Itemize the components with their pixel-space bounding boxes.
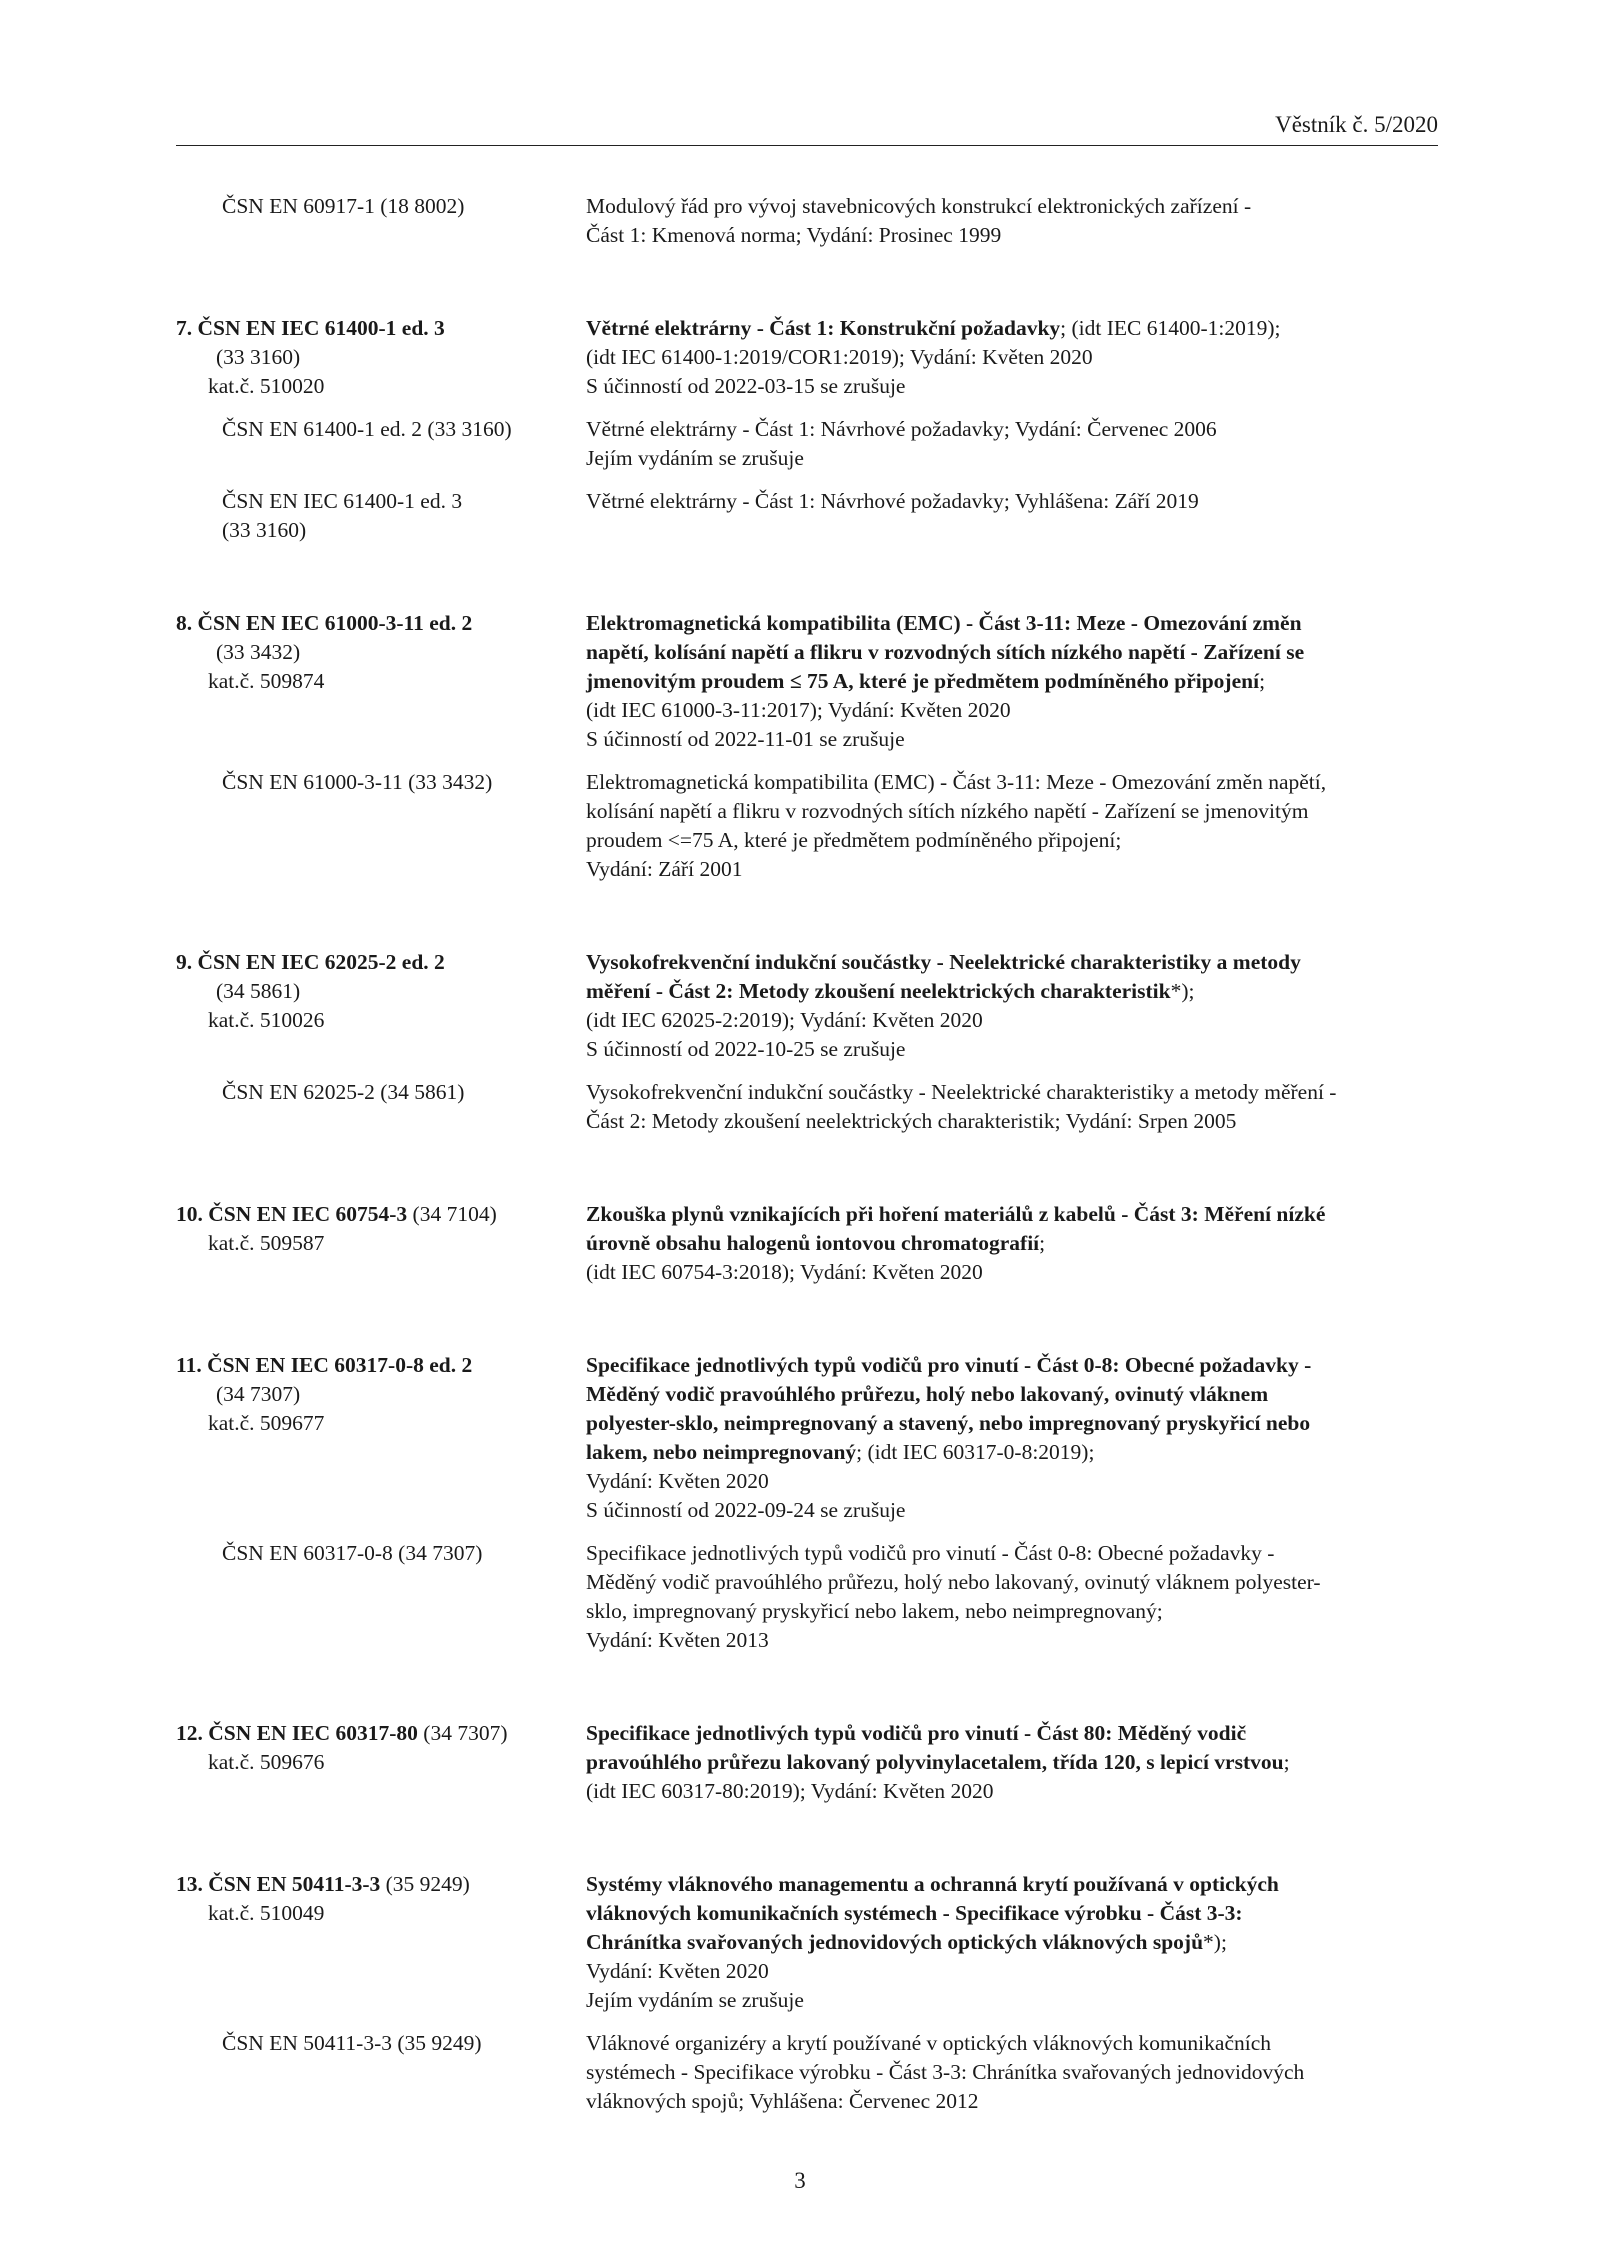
standard-description-line: [586, 1899, 1438, 1928]
standard-description-line: [586, 948, 1438, 977]
replaced-description-line: Jejím vydáním se zrušuje: [586, 446, 804, 470]
standard-detail-text: (idt IEC 60754-3:2018); Vydání: Květen 2020: [586, 1260, 983, 1284]
standard-detail-text: ;: [1259, 669, 1266, 693]
standard-title-bold: Chránítka svařovaných jednovidových optických vláknových spojů: [586, 1930, 1204, 1954]
standard-heading: [176, 1870, 586, 1899]
replaced-description-line: Specifikace jednotlivých typů vodičů pro vinutí - Část 0-8: Obecné požadavky -: [586, 1541, 1275, 1565]
standard-heading: [176, 314, 586, 343]
catalog-number: kat.č. 510049: [208, 1901, 325, 1925]
replaced-standard: [176, 768, 1438, 884]
standard-description-line: [586, 977, 1438, 1006]
standard-entry: [176, 1200, 1438, 1287]
standard-entry: [176, 1870, 1438, 2015]
replaced-standard-code: ČSN EN 50411-3-3 (35 9249): [222, 2031, 482, 2055]
standard-detail-text: *);: [1170, 979, 1195, 1003]
standard-title-bold: Zkouška plynů vznikajících při hoření materiálů z kabelů - Část 3: Měření nízké: [586, 1202, 1326, 1226]
standard-entry: [176, 948, 1438, 1064]
standard-entry: [176, 1351, 1438, 1525]
replaced-standard: [176, 415, 1438, 473]
replaced-standard: [176, 1078, 1438, 1136]
standard-title-bold: Vysokofrekvenční indukční součástky - Neelektrické charakteristiky a metody: [586, 950, 1301, 974]
replaced-standard-code: ČSN EN IEC 61400-1 ed. 3: [222, 489, 463, 513]
replaced-description-line: vláknových spojů; Vyhlášena: Červenec 2012: [586, 2089, 979, 2113]
standard-title-bold: Systémy vláknového managementu a ochranná krytí používaná v optických: [586, 1872, 1279, 1896]
replaced-standard: [176, 1539, 1438, 1655]
standard-title-bold: pravoúhlého průřezu lakovaný polyvinylacetalem, třída 120, s lepicí vrstvou: [586, 1750, 1284, 1774]
standard-detail-text: *);: [1203, 1930, 1227, 1954]
replaced-standard-code: ČSN EN 60317-0-8 (34 7307): [222, 1541, 483, 1565]
replaced-standard: [176, 487, 1438, 545]
classification-code: (34 7104): [407, 1202, 497, 1226]
standard-title-bold: Elektromagnetická kompatibilita (EMC) - Část 3-11: Meze - Omezování změn: [586, 611, 1302, 635]
replaced-description-line: Část 2: Metody zkoušení neelektrických charakteristik; Vydání: Srpen 2005: [586, 1109, 1237, 1133]
replaced-description-line: Elektromagnetická kompatibilita (EMC) - Část 3-11: Meze - Omezování změn napětí,: [586, 770, 1327, 794]
replaced-description-line: Vydání: Září 2001: [586, 857, 743, 881]
intro-entry: [176, 192, 1438, 250]
bulletin-title: Věstník č. 5/2020: [1275, 112, 1438, 137]
standard-heading: [176, 609, 586, 638]
page-number: 3: [794, 2168, 806, 2193]
standard-description-line: [586, 1719, 1438, 1748]
standard-entry: [176, 1719, 1438, 1806]
classification-code: (33 3160): [222, 518, 307, 542]
standard-description-line: [586, 667, 1438, 696]
standard-title-bold: Větrné elektrárny - Část 1: Konstrukční požadavky: [586, 316, 1061, 340]
replaced-description-line: proudem <=75 A, které je předmětem podmíněného připojení;: [586, 828, 1122, 852]
standard-description-line: [586, 1380, 1438, 1409]
standard-description-line: [586, 1986, 1438, 2015]
standard-detail-text: Vydání: Květen 2020: [586, 1469, 769, 1493]
standard-detail-text: S účinností od 2022-10-25 se zrušuje: [586, 1037, 906, 1061]
standard-description-line: Část 1: Kmenová norma; Vydání: Prosinec 1999: [586, 223, 1002, 247]
standard-description-line: [586, 1035, 1438, 1064]
standard-description-line: [586, 1748, 1438, 1777]
standard-detail-text: Vydání: Květen 2020: [586, 1959, 769, 1983]
standard-number-title: 11. ČSN EN IEC 60317-0-8 ed. 2: [176, 1353, 473, 1377]
standard-description-line: [586, 1200, 1438, 1229]
standard-title-bold: polyester-sklo, neimpregnovaný a stavený, nebo impregnovaný pryskyřicí nebo: [586, 1411, 1311, 1435]
standard-number-title: 10. ČSN EN IEC 60754-3: [176, 1202, 408, 1226]
classification-code: (34 7307): [216, 1382, 301, 1406]
standard-description-line: [586, 638, 1438, 667]
standard-description-line: [586, 1351, 1438, 1380]
standard-description-line: [586, 725, 1438, 754]
standard-detail-text: (idt IEC 62025-2:2019); Vydání: Květen 2020: [586, 1008, 983, 1032]
standard-detail-text: S účinností od 2022-09-24 se zrušuje: [586, 1498, 906, 1522]
standard-title-bold: Měděný vodič pravoúhlého průřezu, holý nebo lakovaný, ovinutý vláknem: [586, 1382, 1269, 1406]
standard-detail-text: (idt IEC 61000-3-11:2017); Vydání: Květen 2020: [586, 698, 1011, 722]
replaced-description-line: kolísání napětí a flikru v rozvodných sítích nízkého napětí - Zařízení se jmenovitým: [586, 799, 1309, 823]
standard-detail-text: S účinností od 2022-03-15 se zrušuje: [586, 374, 906, 398]
standard-title-bold: úrovně obsahu halogenů iontovou chromatografií: [586, 1231, 1040, 1255]
catalog-number: kat.č. 510020: [208, 374, 325, 398]
standard-number-title: 12. ČSN EN IEC 60317-80: [176, 1721, 418, 1745]
standard-title-bold: vláknových komunikačních systémech - Specifikace výrobku - Část 3-3:: [586, 1901, 1243, 1925]
standard-description-line: [586, 696, 1438, 725]
catalog-number: kat.č. 510026: [208, 1008, 325, 1032]
replaced-description-line: sklo, impregnovaný pryskyřicí nebo lakem, nebo neimpregnovaný;: [586, 1599, 1163, 1623]
standard-description-line: [586, 1006, 1438, 1035]
replaced-standard-code: ČSN EN 62025-2 (34 5861): [222, 1080, 465, 1104]
standard-description-line: [586, 1467, 1438, 1496]
standard-title-bold: jmenovitým proudem ≤ 75 A, které je předmětem podmíněného připojení: [586, 669, 1260, 693]
standard-detail-text: ;: [1039, 1231, 1046, 1255]
classification-code: (34 7307): [417, 1721, 508, 1745]
standard-number-title: 9. ČSN EN IEC 62025-2 ed. 2: [176, 950, 445, 974]
standard-number-title: 13. ČSN EN 50411-3-3: [176, 1872, 381, 1896]
standard-detail-text: (idt IEC 61400-1:2019/COR1:2019); Vydání: Květen 2020: [586, 345, 1093, 369]
standard-description-line: [586, 1409, 1438, 1438]
standard-description-line: [586, 1870, 1438, 1899]
standard-description-line: [586, 1928, 1438, 1957]
replaced-description-line: Vydání: Květen 2013: [586, 1628, 769, 1652]
standard-title-bold: Specifikace jednotlivých typů vodičů pro vinutí - Část 0-8: Obecné požadavky -: [586, 1353, 1312, 1377]
standard-number-title: 8. ČSN EN IEC 61000-3-11 ed. 2: [176, 611, 473, 635]
standard-description-line: [586, 609, 1438, 638]
standard-entry: [176, 314, 1438, 401]
standard-description-line: [586, 343, 1438, 372]
standard-detail-text: ; (idt IEC 60317-0-8:2019);: [856, 1440, 1095, 1464]
replaced-description-line: Vysokofrekvenční indukční součástky - Neelektrické charakteristiky a metody měření -: [586, 1080, 1337, 1104]
replaced-description-line: Větrné elektrárny - Část 1: Návrhové požadavky; Vyhlášena: Září 2019: [586, 489, 1199, 513]
replaced-standard-code: ČSN EN 61400-1 ed. 2 (33 3160): [222, 417, 512, 441]
standard-description-line: [586, 372, 1438, 401]
replaced-description-line: Větrné elektrárny - Část 1: Návrhové požadavky; Vydání: Červenec 2006: [586, 417, 1217, 441]
standard-title-bold: Specifikace jednotlivých typů vodičů pro vinutí - Část 80: Měděný vodič: [586, 1721, 1247, 1745]
standard-description-line: [586, 1229, 1438, 1258]
standard-description-line: [586, 314, 1438, 343]
replaced-description-line: Vláknové organizéry a krytí používané v optických vláknových komunikačních: [586, 2031, 1272, 2055]
standards-list: [176, 192, 1438, 2116]
standard-detail-text: S účinností od 2022-11-01 se zrušuje: [586, 727, 905, 751]
replaced-description-line: Měděný vodič pravoúhlého průřezu, holý nebo lakovaný, ovinutý vláknem polyester-: [586, 1570, 1321, 1594]
standard-number-title: 7. ČSN EN IEC 61400-1 ed. 3: [176, 316, 445, 340]
standard-heading: [176, 1200, 586, 1229]
standard-detail-text: ;: [1283, 1750, 1290, 1774]
classification-code: (33 3432): [216, 640, 301, 664]
classification-code: (35 9249): [380, 1872, 470, 1896]
standard-code: ČSN EN 60917-1 (18 8002): [222, 194, 465, 218]
catalog-number: kat.č. 509587: [208, 1231, 325, 1255]
standard-title-bold: lakem, nebo neimpregnovaný: [586, 1440, 857, 1464]
page-header: [176, 110, 1438, 146]
standard-description-line: Modulový řád pro vývoj stavebnicových konstrukcí elektronických zařízení -: [586, 194, 1252, 218]
catalog-number: kat.č. 509874: [208, 669, 325, 693]
replaced-standard-code: ČSN EN 61000-3-11 (33 3432): [222, 770, 493, 794]
catalog-number: kat.č. 509676: [208, 1750, 325, 1774]
standard-detail-text: Jejím vydáním se zrušuje: [586, 1988, 804, 2012]
standard-description-line: [586, 1258, 1438, 1287]
catalog-number: kat.č. 509677: [208, 1411, 325, 1435]
standard-title-bold: napětí, kolísání napětí a flikru v rozvodných sítích nízkého napětí - Zařízení se: [586, 640, 1305, 664]
standard-heading: [176, 1719, 586, 1748]
standard-description-line: [586, 1777, 1438, 1806]
standard-detail-text: (idt IEC 60317-80:2019); Vydání: Květen 2020: [586, 1779, 994, 1803]
standard-description-line: [586, 1496, 1438, 1525]
standard-heading: [176, 1351, 586, 1380]
standard-heading: [176, 948, 586, 977]
replaced-description-line: systémech - Specifikace výrobku - Část 3-3: Chránítka svařovaných jednovidových: [586, 2060, 1305, 2084]
standard-entry: [176, 609, 1438, 754]
standard-title-bold: měření - Část 2: Metody zkoušení neelektrických charakteristik: [586, 979, 1171, 1003]
classification-code: (33 3160): [216, 345, 301, 369]
standard-detail-text: ; (idt IEC 61400-1:2019);: [1060, 316, 1281, 340]
standard-description-line: [586, 1957, 1438, 1986]
classification-code: (34 5861): [216, 979, 301, 1003]
standard-description-line: [586, 1438, 1438, 1467]
replaced-standard: [176, 2029, 1438, 2116]
